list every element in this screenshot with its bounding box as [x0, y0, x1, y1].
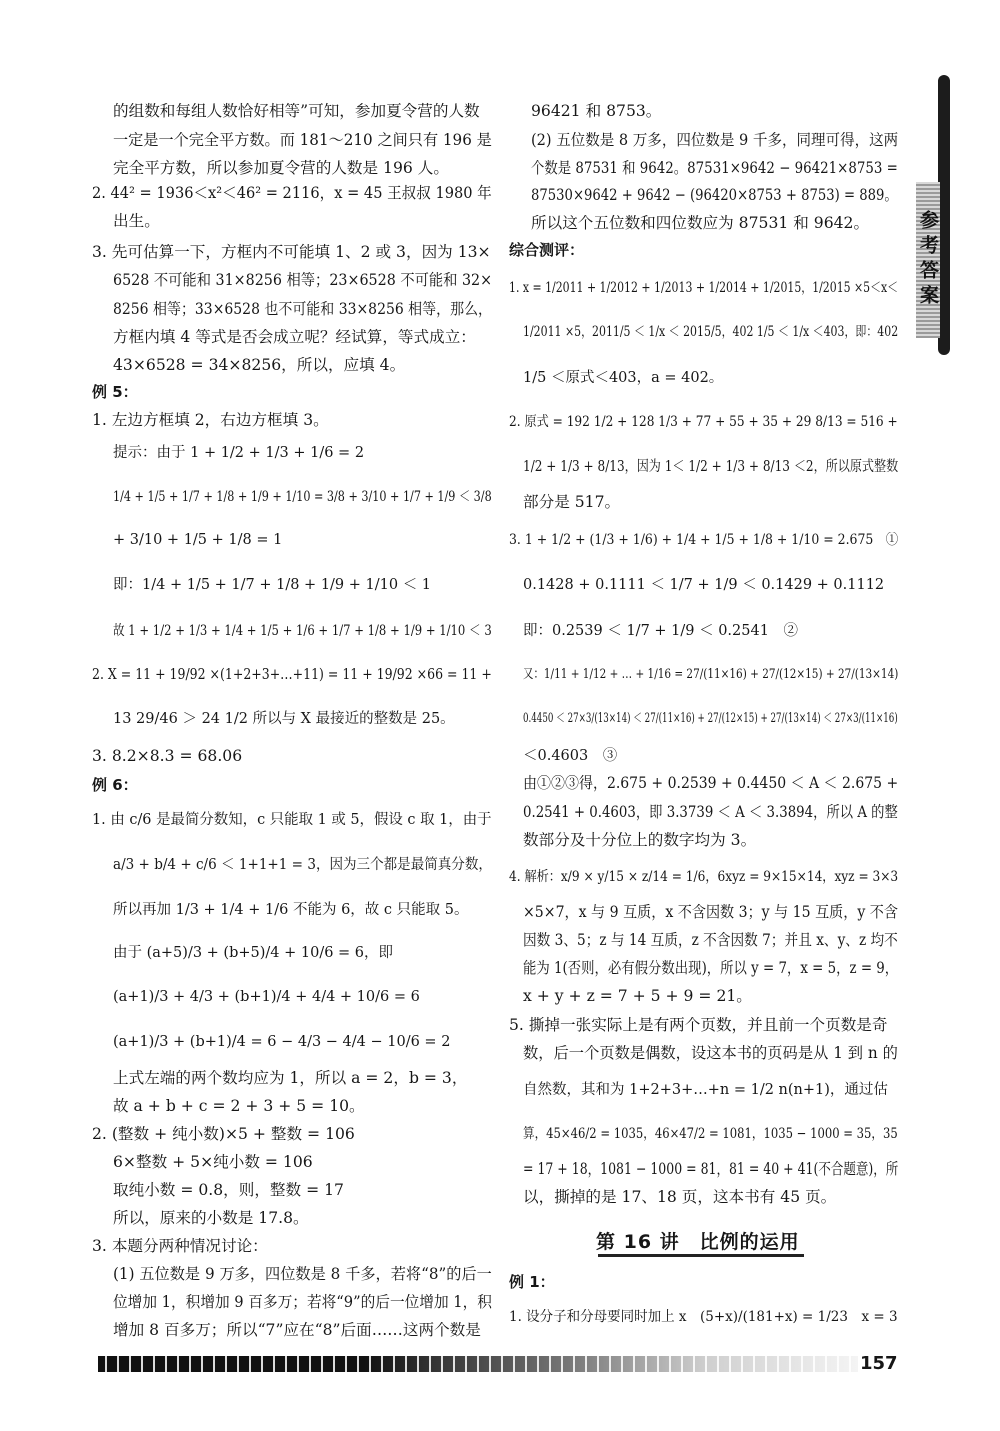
text-line: 6×整数 + 5×纯小数 = 106	[113, 1153, 313, 1171]
text-line: 数，后一个页数是偶数，设这本书的页码是从 1 到 n 的	[523, 1044, 898, 1062]
formula-line: 由于 (a+5)/3 + (b+5)/4 + 10/6 = 6，即	[113, 945, 394, 961]
text-line: 数部分及十分位上的数字均为 3。	[523, 831, 757, 849]
text-line: 一定是一个完全平方数。而 181～210 之间只有 196 是	[113, 131, 492, 149]
page-number: 157	[860, 1353, 898, 1374]
text-line: 增加 8 百多万；所以“7”应在“8”后面……这两个数是	[113, 1321, 481, 1339]
formula-line: 即：1/4 + 1/5 + 1/7 + 1/8 + 1/9 + 1/10 ＜ 1	[113, 577, 432, 593]
title-underline	[598, 1254, 804, 1257]
formula-line: 故 1 + 1/2 + 1/3 + 1/4 + 1/5 + 1/6 + 1/7 + 1/8 + 1/9 + 1/10 ＜ 3	[113, 623, 492, 639]
formula-line: 1/4 + 1/5 + 1/7 + 1/8 + 1/9 + 1/10 = 3/8 + 3/10 + 1/7 + 1/9 ＜ 3/8	[113, 489, 492, 505]
formula-line: 自然数，其和为 1+2+3+…+n = 1/2 n(n+1)，通过估	[523, 1082, 888, 1098]
text-line: 完全平方数，所以参加夏令营的人数是 196 人。	[113, 159, 449, 177]
text-line: = 17 + 18，1081 − 1000 = 81，81 = 40 + 41(不合题意)，所	[523, 1160, 899, 1178]
text-line: 位增加 1，积增加 9 百多万；若将“9”的后一位增加 1，积	[113, 1293, 492, 1311]
formula-line: 0.4450 ＜ 27×3/(13×14) ＜ 27/(11×16) + 27/(12×15) + 27/(13×14) ＜ 27×3/(11×16)	[523, 710, 898, 725]
example-heading: 例 1：	[509, 1273, 555, 1291]
text-line: 所以，原来的小数是 17.8。	[113, 1209, 309, 1227]
text-line: 43×6528 = 34×8256，所以，应填 4。	[113, 356, 406, 374]
text-line: 由①②③得，2.675 + 0.2539 + 0.4450 ＜ A ＜ 2.675 +	[523, 774, 899, 792]
formula-line: 1/2011 ×5，2011/5 ＜ 1/x ＜ 2015/5，402 1/5 ＜ 1/x ＜403，即：402	[523, 324, 899, 340]
text-line: 1. 左边方框填 2，右边方框填 3。	[92, 411, 329, 429]
footer-chevrons	[98, 1354, 858, 1374]
text-line: 以，撕掉的是 17、18 页，这本书有 45 页。	[523, 1188, 837, 1206]
formula-line: 1. 设分子和分母要同时加上 x (5+x)/(181+x) = 1/23 x = 3	[509, 1309, 898, 1325]
formula-line: 2. 原式 = 192 1/2 + 128 1/3 + 77 + 55 + 35 + 29 8/13 = 516 +	[509, 414, 898, 430]
formula-line: 13 29/46 ＞ 24 1/2 所以与 X 最接近的整数是 25。	[113, 711, 455, 727]
text-line: 上式左端的两个数均应为 1，所以 a = 2，b = 3，	[113, 1069, 468, 1087]
text-line: 部分是 517。	[523, 493, 621, 511]
text-line: (1) 五位数是 9 万多，四位数是 8 千多，若将“8”的后一	[113, 1265, 492, 1283]
text-line: (2) 五位数是 8 万多，四位数是 9 千多，同理可得，这两	[531, 131, 899, 149]
formula-line: 即：0.2539 ＜ 1/7 + 1/9 ＜ 0.2541 ②	[523, 623, 798, 639]
section-title: 第 16 讲 比例的运用	[596, 1231, 800, 1253]
formula-line: 1/5 ＜原式＜403，a = 402。	[523, 370, 724, 386]
text-line: x + y + z = 7 + 5 + 9 = 21。	[523, 987, 752, 1005]
formula-line: 所以再加 1/3 + 1/4 + 1/6 不能为 6，故 c 只能取 5。	[113, 902, 469, 918]
formula-line: 4. 解析：x/9 × y/15 × z/14 = 1/6，6xyz = 9×15×14，xyz = 3×3	[509, 869, 899, 885]
text-line: 故 a + b + c = 2 + 3 + 5 = 10。	[113, 1097, 365, 1115]
text-line: 3. 先可估算一下，方框内不可能填 1、2 或 3，因为 13×	[92, 243, 491, 261]
text-line: 8256 相等；33×6528 也不可能和 33×8256 相等，那么，	[113, 300, 493, 318]
formula-line: 又：1/11 + 1/12 + … + 1/16 = 27/(11×16) + 27/(12×15) + 27/(13×14)	[523, 667, 899, 682]
text-line: 出生。	[113, 212, 160, 230]
example-heading: 例 6：	[92, 776, 138, 794]
text-line: 87530×9642 + 9642 − (96420×8753 + 8753) = 889。	[531, 186, 898, 204]
text-line: 的组数和每组人数恰好相等”可知，参加夏令营的人数	[113, 102, 480, 120]
text-line: 3. 本题分两种情况讨论：	[92, 1237, 268, 1255]
formula-line: 1. x = 1/2011 + 1/2012 + 1/2013 + 1/2014 + 1/2015，1/2015 ×5＜x＜	[509, 280, 899, 296]
text-line: ×5×7，x 与 9 互质，x 不含因数 3；y 与 15 互质，y 不含	[523, 903, 898, 921]
formula-line: 算，45×46/2 = 1035，46×47/2 = 1081，1035 − 1000 = 35，35	[523, 1126, 898, 1142]
formula-line: 提示：由于 1 + 1/2 + 1/3 + 1/6 = 2	[113, 445, 365, 461]
text-line: 方框内填 4 等式是否会成立呢？经试算，等式成立：	[113, 328, 476, 346]
formula-line: + 3/10 + 1/5 + 1/8 = 1	[113, 532, 283, 548]
text-line: 96421 和 8753。	[531, 102, 662, 120]
text-line: 能为 1(否则，必有假分数出现)，所以 y = 7，x = 5，z = 9，	[523, 959, 899, 977]
text-line: 6528 不可能和 31×8256 相等；23×6528 不可能和 32×	[113, 271, 493, 289]
formula-line: 1. 由 c/6 是最简分数知，c 只能取 1 或 5，假设 c 取 1，由于	[92, 812, 492, 828]
formula-line: (a+1)/3 + (b+1)/4 = 6 − 4/3 − 4/4 − 10/6 = 2	[113, 1034, 451, 1050]
side-tab-label: 参考答案	[916, 182, 940, 338]
formula-line: 1/2 + 1/3 + 8/13，因为 1＜ 1/2 + 1/3 + 8/13 ＜2，所以原式整数	[523, 459, 899, 475]
section-heading: 综合测评：	[509, 241, 585, 259]
formula-line: 2. X = 11 + 19/92 ×(1+2+3+…+11) = 11 + 19/92 ×66 = 11 +	[92, 667, 492, 683]
text-line: 3. 8.2×8.3 = 68.06	[92, 747, 243, 765]
text-line: 2. 44² = 1936＜x²＜46² = 2116，x = 45 王叔叔 1980 年	[92, 184, 492, 202]
text-line: 0.2541 + 0.4603，即 3.3739 ＜ A ＜ 3.3894，所以 A 的整	[523, 803, 898, 821]
text-line: 个数是 87531 和 9642。87531×9642 − 96421×8753 =	[531, 159, 898, 177]
formula-line: 3. 1 + 1/2 + (1/3 + 1/6) + 1/4 + 1/5 + 1/8 + 1/10 = 2.675 ①	[509, 532, 899, 548]
text-line: 所以这个五位数和四位数应为 87531 和 9642。	[531, 214, 870, 232]
text-line: 因数 3、5；z 与 14 互质，z 不含因数 7；并且 x、y、z 均不	[523, 931, 898, 949]
formula-line: a/3 + b/4 + c/6 ＜ 1+1+1 = 3，因为三个都是最简真分数，	[113, 857, 492, 873]
example-heading: 例 5：	[92, 383, 138, 401]
formula-line: (a+1)/3 + 4/3 + (b+1)/4 + 4/4 + 10/6 = 6	[113, 989, 420, 1005]
text-line: 2. (整数 + 纯小数)×5 + 整数 = 106	[92, 1125, 355, 1143]
text-line: 5. 撕掉一张实际上是有两个页数，并且前一个页数是奇	[509, 1016, 888, 1034]
formula-line: ＜0.4603 ③	[523, 748, 618, 764]
text-line: 取纯小数 = 0.8，则，整数 = 17	[113, 1181, 344, 1199]
formula-line: 0.1428 + 0.1111 ＜ 1/7 + 1/9 ＜ 0.1429 + 0.1112	[523, 577, 885, 593]
